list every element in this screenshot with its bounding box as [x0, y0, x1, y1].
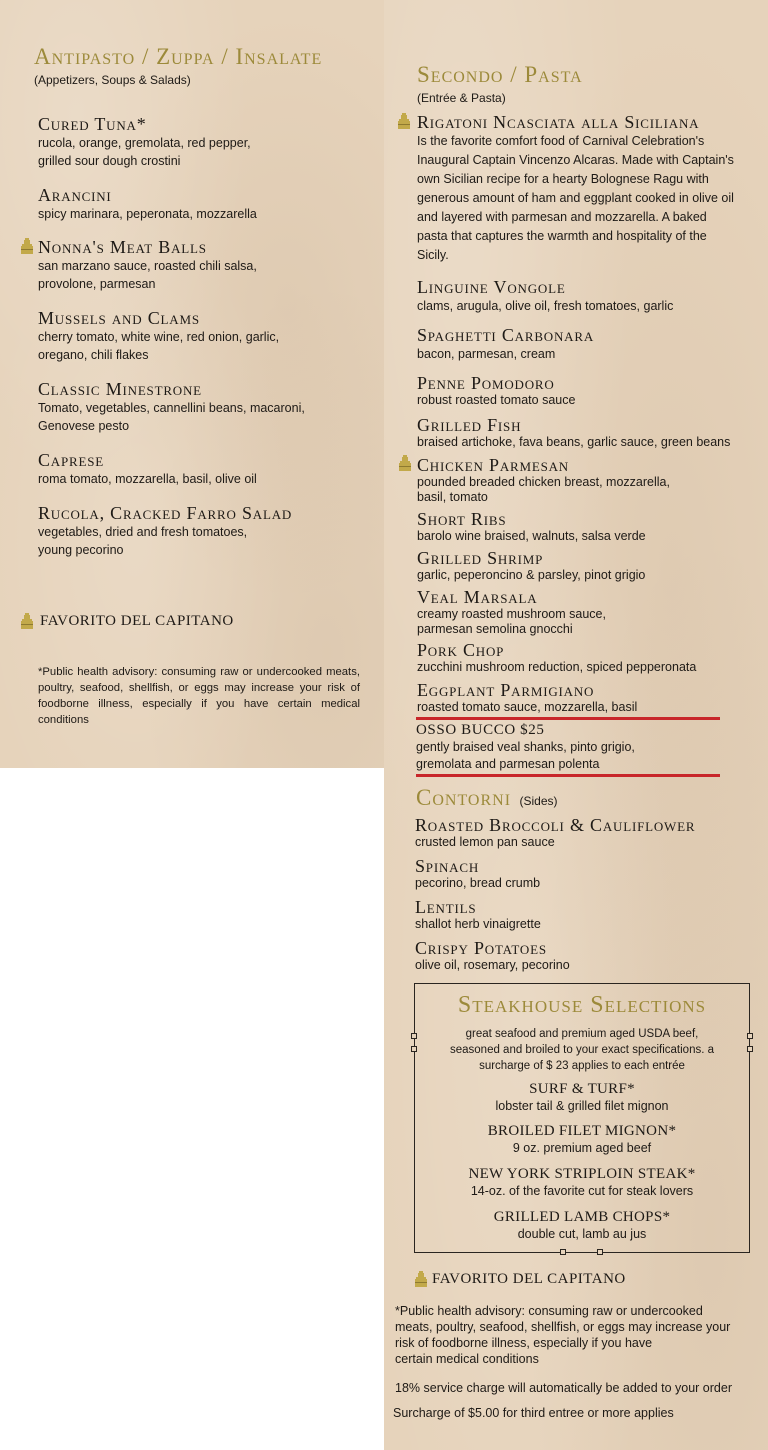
item-name: Penne Pomodoro: [417, 373, 555, 393]
section-subtitle-contorni: (Sides): [519, 794, 558, 808]
item-desc: roasted tomato sauce, mozzarella, basil: [417, 700, 638, 714]
item-name: Classic Minestrone: [38, 379, 202, 399]
menu-item-linguine-vongole: [417, 277, 762, 315]
section-subtitle-antipasto: (Appetizers, Soups & Salads): [34, 73, 191, 87]
item-name: Eggplant Parmigiano: [417, 680, 595, 700]
steakhouse-intro: great seafood and premium aged USDA beef, seasoned and broiled to your exact specifications. a surcharge of $ 23 applies to each entrée: [449, 1028, 715, 1072]
frame-ornament: [747, 1046, 753, 1052]
section-heading-contorni: [416, 785, 558, 811]
item-desc: pounded breaded chicken breast, mozzarella, basil, tomato: [417, 475, 670, 504]
legend-favorito-del-capitano: FAVORITO DEL CAPITANO: [40, 613, 234, 629]
captain-favorite-icon: [399, 455, 411, 471]
health-advisory-line-2: meats, poultry, seafood, shellfish, or eggs may increase your: [395, 1320, 731, 1334]
item-name: Spinach: [415, 856, 480, 876]
steakhouse-title: Steakhouse Selections: [457, 992, 707, 1018]
item-name: Rigatoni Ncasciata alla Siciliana: [417, 112, 700, 132]
side-item-spinach: [415, 856, 765, 891]
steakhouse-selections-box: [414, 983, 750, 1253]
item-name: Lentils: [415, 897, 477, 917]
item-desc: Is the favorite comfort food of Carnival Celebration's Inaugural Captain Vincenzo Alcaras. Made with Captain's own Sicilian recipe for a hearty Bolognese Ragu with generous amount of ham and eggplant cooked in olive oil and layered with parmesan and mozzarella. A baked pasta that captures the warmth and hospitality of the Sicily.: [417, 134, 734, 262]
item-name: SURF & TURF*: [529, 1081, 635, 1097]
menu-item-grilled-fish: [417, 415, 767, 450]
item-desc: lobster tail & grilled filet mignon: [495, 1099, 669, 1113]
frame-ornament: [747, 1033, 753, 1039]
item-desc: robust roasted tomato sauce: [417, 393, 576, 407]
item-desc: gently braised veal shanks, pinto grigio, gremolata and parmesan polenta: [416, 740, 635, 771]
item-name: Chicken Parmesan: [417, 455, 569, 475]
section-title-contorni: Contorni: [416, 785, 512, 810]
item-desc: bacon, parmesan, cream: [417, 347, 556, 361]
item-desc: san marzano sauce, roasted chili salsa, provolone, parmesan: [38, 259, 257, 291]
item-desc: zucchini mushroom reduction, spiced pepperonata: [417, 660, 697, 674]
item-name: Short Ribs: [417, 509, 507, 529]
steak-item-new-york-striploin: [415, 1165, 749, 1200]
special-divider-top: [416, 717, 720, 720]
third-entree-surcharge-note: Surcharge of $5.00 for third entree or more applies: [393, 1406, 674, 1420]
captain-favorite-icon: [21, 238, 33, 254]
item-desc: crusted lemon pan sauce: [415, 835, 555, 849]
steak-item-surf-and-turf: [415, 1080, 749, 1115]
item-name: NEW YORK STRIPLOIN STEAK*: [468, 1166, 696, 1182]
menu-item-osso-bucco-special: [416, 722, 736, 773]
item-desc: rucola, orange, gremolata, red pepper, grilled sour dough crostini: [38, 136, 251, 168]
item-name: Grilled Shrimp: [417, 548, 544, 568]
special-divider-bottom: [416, 774, 720, 777]
item-desc: barolo wine braised, walnuts, salsa verde: [417, 529, 646, 543]
menu-item-cured-tuna: [38, 114, 368, 170]
side-item-crispy-potatoes: [415, 938, 765, 973]
health-advisory-line-1: *Public health advisory: consuming raw or undercooked: [395, 1304, 703, 1318]
item-desc: clams, arugula, olive oil, fresh tomatoes, garlic: [417, 299, 674, 313]
menu-item-pork-chop: [417, 640, 762, 675]
item-name: Pork Chop: [417, 640, 505, 660]
item-name: GRILLED LAMB CHOPS*: [493, 1209, 671, 1225]
item-name: Spaghetti Carbonara: [417, 325, 595, 345]
menu-item-grilled-shrimp: [417, 548, 762, 583]
menu-item-veal-marsala: [417, 587, 762, 637]
legend-favorito-del-capitano: FAVORITO DEL CAPITANO: [432, 1271, 626, 1287]
captain-favorite-icon: [398, 113, 410, 129]
item-desc: 9 oz. premium aged beef: [512, 1141, 652, 1155]
item-name: Crispy Potatoes: [415, 938, 547, 958]
steak-item-broiled-filet-mignon: [415, 1122, 749, 1157]
service-charge-note: 18% service charge will automatically be added to your order: [395, 1381, 732, 1395]
item-desc: Tomato, vegetables, cannellini beans, macaroni, Genovese pesto: [38, 401, 305, 433]
item-name: Linguine Vongole: [417, 277, 566, 297]
side-item-roasted-broccoli: [415, 815, 765, 850]
item-desc: double cut, lamb au jus: [517, 1227, 647, 1241]
item-name: BROILED FILET MIGNON*: [487, 1123, 677, 1139]
item-name: Arancini: [38, 185, 112, 205]
menu-item-rucola-farro-salad: [38, 503, 368, 559]
frame-ornament: [411, 1033, 417, 1039]
item-name: Rucola, Cracked Farro Salad: [38, 503, 293, 523]
menu-item-spaghetti-carbonara: [417, 325, 762, 363]
item-name: Caprese: [38, 450, 105, 470]
item-desc: creamy roasted mushroom sauce, parmesan semolina gnocchi: [417, 607, 606, 636]
menu-item-chicken-parmesan: [417, 455, 762, 505]
item-desc: roma tomato, mozzarella, basil, olive oil: [38, 472, 257, 486]
side-item-lentils: [415, 897, 765, 932]
item-desc: braised artichoke, fava beans, garlic sauce, green beans: [417, 435, 731, 449]
captain-favorite-icon: [415, 1271, 427, 1287]
frame-ornament: [560, 1249, 566, 1255]
steak-item-grilled-lamb-chops: [415, 1208, 749, 1243]
item-name: Veal Marsala: [417, 587, 538, 607]
section-title-antipasto: Antipasto / Zuppa / Insalate: [34, 44, 323, 69]
item-desc: pecorino, bread crumb: [415, 876, 541, 890]
item-desc: shallot herb vinaigrette: [415, 917, 541, 931]
menu-item-caprese: [38, 450, 368, 488]
item-desc: 14-oz. of the favorite cut for steak lovers: [470, 1184, 694, 1198]
menu-item-arancini: [38, 185, 368, 223]
item-desc: garlic, peperoncino & parsley, pinot grigio: [417, 568, 646, 582]
item-name: Mussels and Clams: [38, 308, 200, 328]
menu-item-short-ribs: [417, 509, 762, 544]
menu-item-classic-minestrone: [38, 379, 368, 435]
health-advisory: *Public health advisory: consuming raw or undercooked meats, poultry, seafood, shellfish, or eggs may increase your risk of foodborne illness, especially if you have certain medical conditions: [38, 666, 360, 726]
menu-item-nonnas-meat-balls: [38, 237, 368, 293]
menu-item-eggplant-parmigiano: [417, 680, 762, 715]
item-name: Nonna's Meat Balls: [38, 237, 207, 257]
item-desc: cherry tomato, white wine, red onion, garlic, oregano, chili flakes: [38, 330, 280, 362]
section-title-secondo-pasta: Secondo / Pasta: [417, 62, 583, 87]
item-name: Grilled Fish: [417, 415, 522, 435]
frame-ornament: [411, 1046, 417, 1052]
item-desc: spicy marinara, peperonata, mozzarella: [38, 207, 257, 221]
item-name: OSSO BUCCO $25: [416, 722, 545, 738]
item-name: Roasted Broccoli & Cauliflower: [415, 815, 696, 835]
menu-item-mussels-and-clams: [38, 308, 368, 364]
item-desc: vegetables, dried and fresh tomatoes, young pecorino: [38, 525, 248, 557]
item-name: Cured Tuna*: [38, 114, 147, 134]
section-subtitle-secondo-pasta: (Entrée & Pasta): [417, 91, 506, 105]
health-advisory-line-4: certain medical conditions: [395, 1352, 539, 1366]
item-desc: olive oil, rosemary, pecorino: [415, 958, 570, 972]
menu-item-rigatoni-ncasciata: [417, 112, 762, 265]
frame-ornament: [597, 1249, 603, 1255]
health-advisory-line-3: risk of foodborne illness, especially if you have: [395, 1336, 653, 1350]
menu-item-penne-pomodoro: [417, 373, 762, 408]
captain-favorite-icon: [21, 613, 33, 629]
